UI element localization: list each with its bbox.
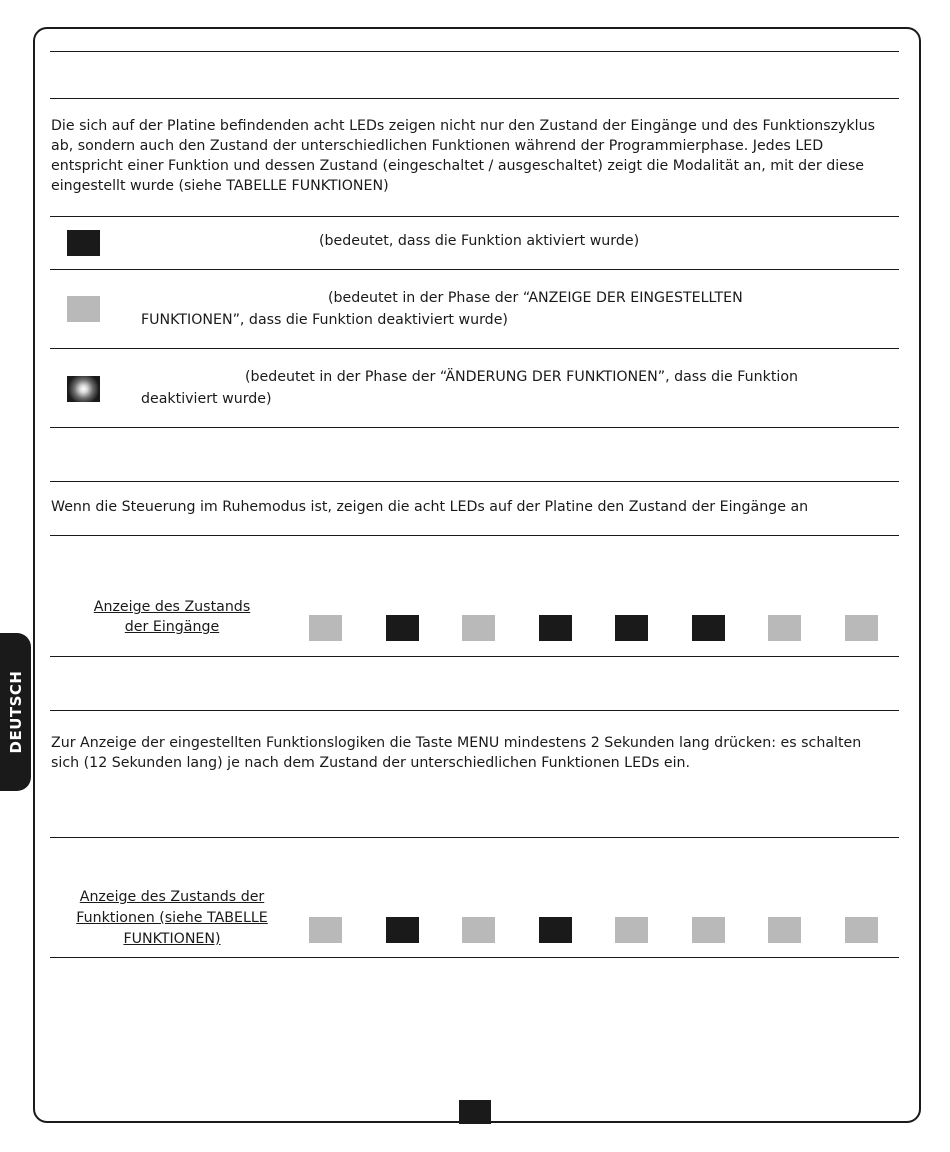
led-off-icon	[845, 917, 878, 943]
led-on-icon	[615, 615, 648, 641]
divider	[50, 957, 899, 958]
divider	[50, 481, 899, 482]
led-off-icon	[768, 917, 801, 943]
legend-on-description: (bedeutet, dass die Funktion aktiviert wurde)	[319, 233, 640, 249]
legend-blink-description-line2: deaktiviert wurde)	[141, 391, 272, 407]
intro-paragraph: Die sich auf der Platine befindenden acht LEDs zeigen nicht nur den Zustand der Eingänge und des Funktionszyklus ab, sondern auch den Zustand der unterschiedlichen Funktionen während der Programmierphase. Jedes LED entspricht einer Funktion und dessen Zustand (eingeschaltet / ausgeschaltet) zeigt die Modalität an, mit der diese eingestellt wurde (siehe TABELLE FUNKTIONEN)	[51, 118, 875, 194]
inputs-display-label-line1: Anzeige des Zustands	[93, 599, 251, 615]
menu-paragraph: Zur Anzeige der eingestellten Funktionslogiken die Taste MENU mindestens 2 Sekunden lang drücken: es schalten sich (12 Sekunden lang) je nach dem Zustand der unterschiedlichen Funktionen LEDs ein.	[51, 735, 862, 771]
page-marker	[459, 1100, 491, 1124]
divider	[50, 656, 899, 657]
divider	[50, 269, 899, 270]
legend-off-description-line1: (bedeutet in der Phase der “ANZEIGE DER EINGESTELLTEN	[328, 290, 743, 306]
functions-display-label-line2: Funktionen (siehe TABELLE	[76, 910, 268, 926]
led-on-icon	[386, 917, 419, 943]
language-tab-label: DEUTSCH	[6, 670, 25, 754]
legend-blink-description-line1: (bedeutet in der Phase der “ÄNDERUNG DER FUNKTIONEN”, dass die Funktion	[245, 369, 799, 385]
divider	[50, 710, 899, 711]
divider	[50, 51, 899, 52]
divider	[50, 535, 899, 536]
led-on-icon	[386, 615, 419, 641]
functions-display-label-line1: Anzeige des Zustands der	[79, 889, 265, 905]
inputs-display-label-line2: der Eingänge	[124, 619, 220, 635]
led-off-icon	[615, 917, 648, 943]
divider	[50, 427, 899, 428]
legend-off-description-line2: FUNKTIONEN”, dass die Funktion deaktiviert wurde)	[141, 312, 508, 328]
led-on-icon	[692, 615, 725, 641]
divider	[50, 837, 899, 838]
led-off-icon	[692, 917, 725, 943]
rest-mode-paragraph: Wenn die Steuerung im Ruhemodus ist, zeigen die acht LEDs auf der Platine den Zustand der Eingänge an	[51, 499, 809, 515]
led-on-icon	[539, 917, 572, 943]
led-off-icon	[309, 615, 342, 641]
led-off-icon	[768, 615, 801, 641]
led-off-icon	[67, 296, 100, 322]
led-off-icon	[462, 615, 495, 641]
divider	[50, 348, 899, 349]
divider	[50, 98, 899, 99]
led-off-icon	[462, 917, 495, 943]
led-off-icon	[309, 917, 342, 943]
divider	[50, 216, 899, 217]
led-on-icon	[67, 230, 100, 256]
functions-display-label-line3: FUNKTIONEN)	[123, 931, 221, 947]
language-tab	[0, 633, 31, 791]
led-off-icon	[845, 615, 878, 641]
led-on-icon	[539, 615, 572, 641]
led-blinking-icon	[67, 376, 100, 402]
